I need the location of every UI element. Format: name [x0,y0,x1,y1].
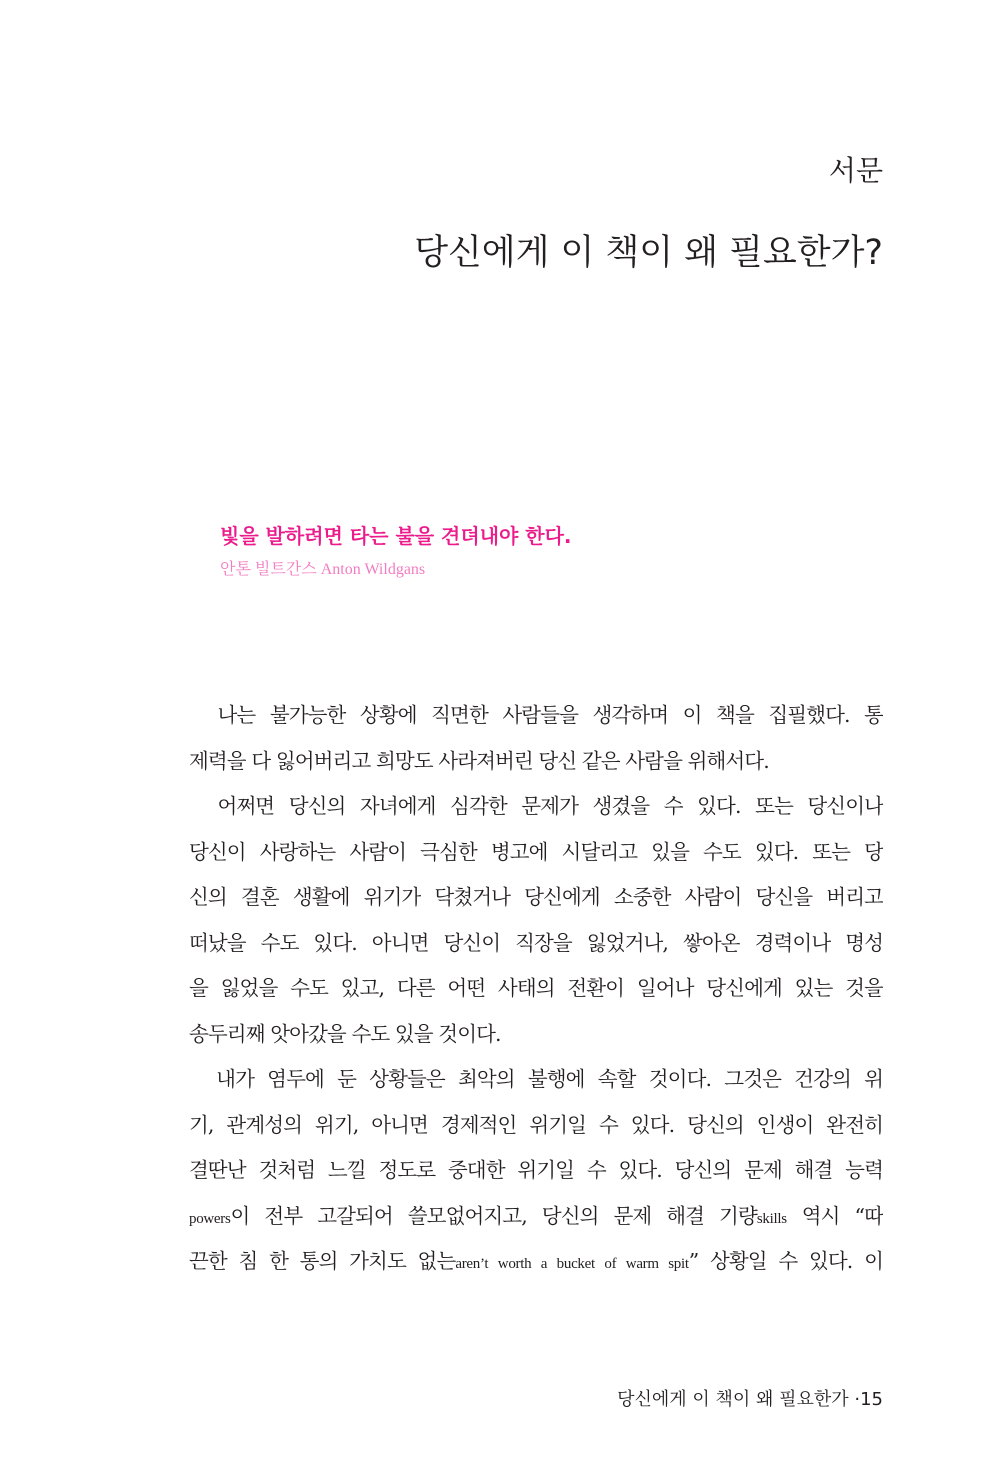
body-line: 결딴난 것처럼 느낄 정도로 중대한 위기일 수 있다. 당신의 문제 해결 능력 [189,1158,883,1182]
body-line: 신의 결혼 생활에 위기가 닥쳤거나 당신에게 소중한 사람이 당신을 버리고 [189,885,883,909]
epigraph [220,522,572,582]
body-line-mixed [189,1239,883,1285]
chapter-title: 당신에게 이 책이 왜 필요한가? [414,233,883,273]
epigraph-quote: 빛을 발하려면 타는 불을 견뎌내야 한다. [220,524,572,548]
body-line-mixed [189,1194,883,1240]
english-gloss: powers [189,1210,231,1227]
body-line: 기, 관계성의 위기, 아니면 경제적인 위기일 수 있다. 당신의 인생이 완전히 [189,1112,883,1137]
chapter-label: 서문 [828,154,883,187]
body-text-fragment: 이 전부 고갈되어 쓸모없어지고, 당신의 문제 해결 기량 [230,1203,757,1228]
english-gloss: aren’t worth a bucket of warm spit [455,1256,689,1272]
epigraph-author [220,558,572,582]
body-line: 당신이 사랑하는 사람이 극심한 병고에 시달리고 있을 수도 있다. 또는 당 [189,839,883,864]
body-line: 제력을 다 잃어버리고 희망도 사라져버린 당신 같은 사람을 위해서다. [189,748,769,773]
running-title: 당신에게 이 책이 왜 필요한가 [617,1389,849,1410]
body-line: 떠났을 수도 있다. 아니면 당신이 직장을 잃었거나, 쌓아온 경력이나 명성 [189,930,883,955]
page-number: ·15 [854,1389,883,1410]
body-text-fragment: 역시 “따 [786,1203,883,1228]
epigraph-author-korean: 안톤 빌트간스 [220,561,317,578]
body-line: 어쩌면 당신의 자녀에게 심각한 문제가 생겼을 수 있다. 또는 당신이나 [189,794,883,818]
body-line: 내가 염두에 둔 상황들은 최악의 불행에 속할 것이다. 그것은 건강의 위 [189,1067,883,1091]
epigraph-author-latin: Anton Wildgans [320,561,426,578]
body-line: 송두리째 앗아갔을 수도 있을 것이다. [189,1021,501,1046]
body-text-fragment: 끈한 침 한 통의 가치도 없는 [189,1249,456,1273]
body-line: 을 잃었을 수도 있고, 다른 어떤 사태의 전환이 일어나 당신에게 있는 것을 [189,976,883,1000]
english-gloss: skills [756,1210,787,1227]
body-text [189,693,883,1285]
body-text-fragment: ” 상황일 수 있다. 이 [688,1249,883,1273]
body-line: 나는 불가능한 상황에 직면한 사람들을 생각하며 이 책을 집필했다. 통 [189,703,883,727]
page-footer [617,1389,883,1411]
